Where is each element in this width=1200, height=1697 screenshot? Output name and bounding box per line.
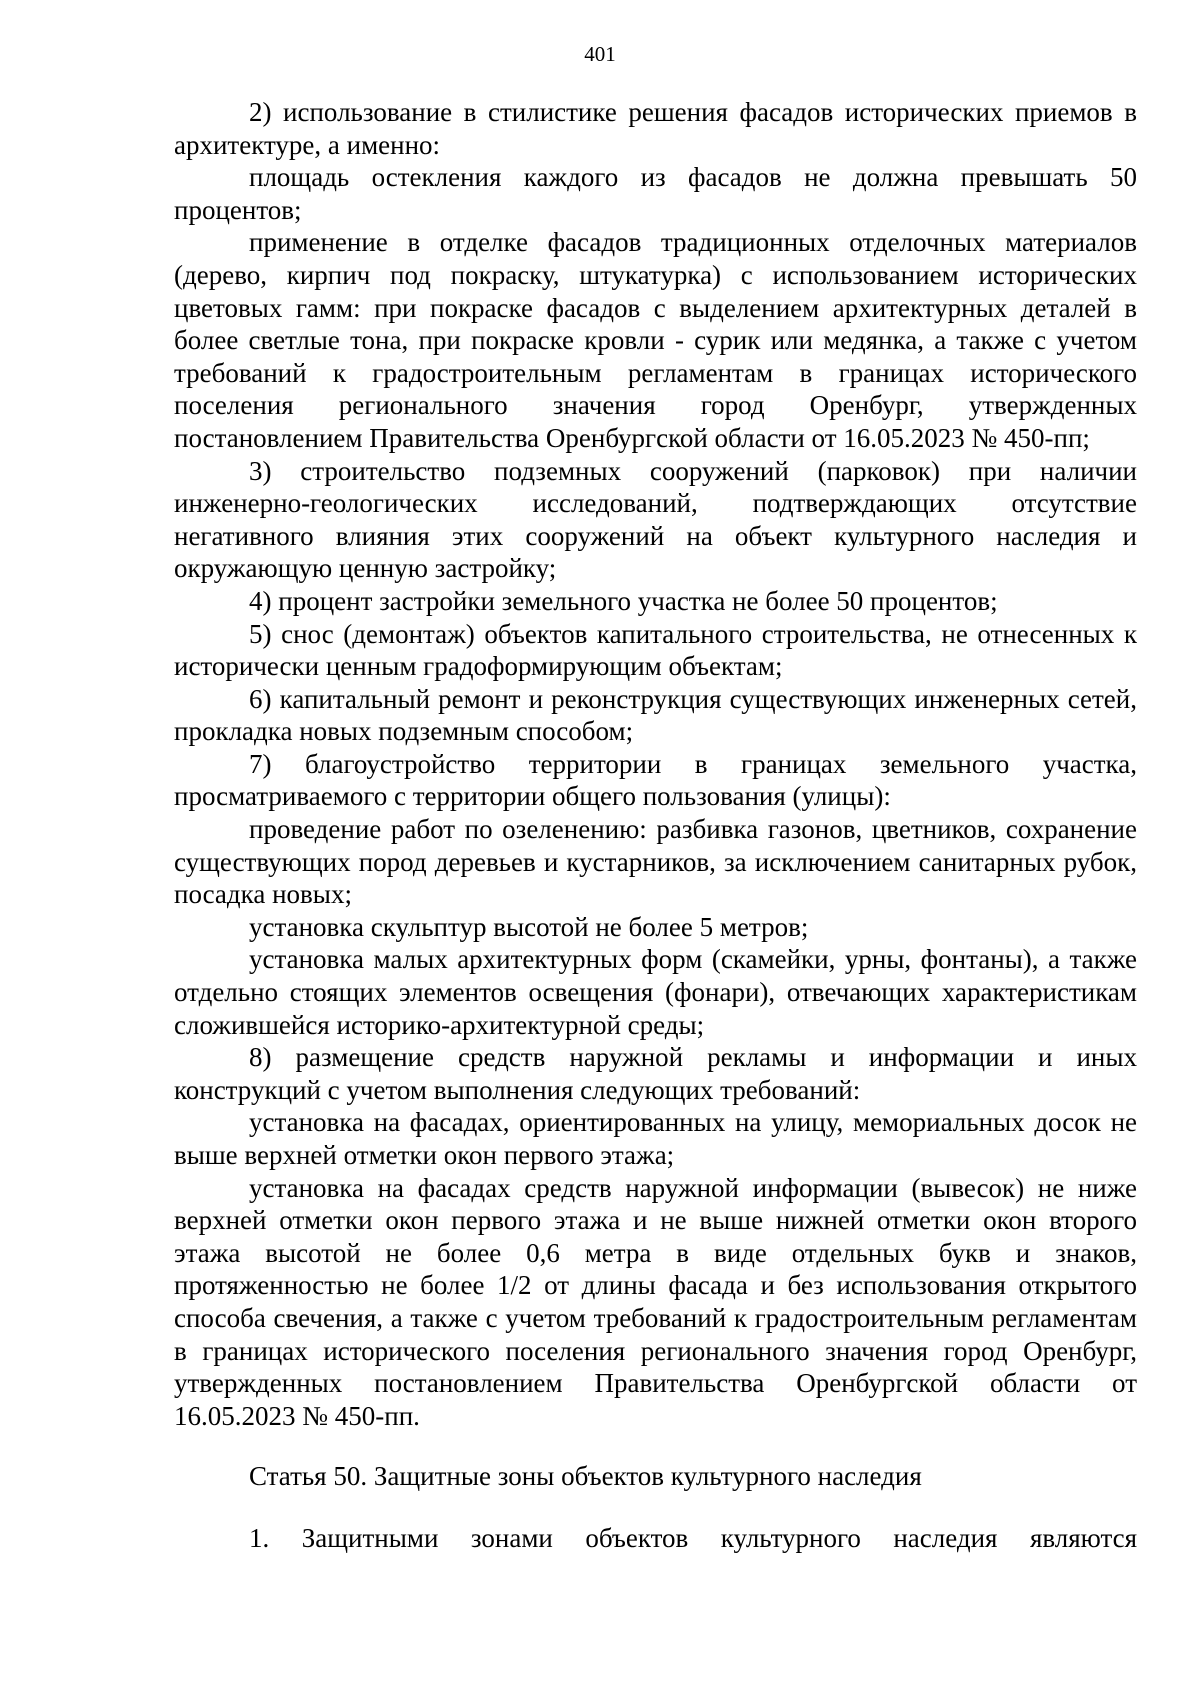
paragraph-item-8: 8) размещение средств наружной рекламы и информации и иных конструкций с учетом выполнения следующих требований: [174,1042,1137,1105]
page-number: 401 [584,42,616,66]
paragraph-signage: установка на фасадах средств наружной информации (вывесок) не ниже верхней отметки окон первого этажа и не выше нижней отметки окон второго этажа высотой не более 0,6 метра в виде отдельных букв и знаков, протяженностью не более 1/2 от длины фасада и без использования открытого способа свечения, а также с учетом требований к градостроительным регламентам в границах исторического поселения регионального значения город Оренбург, утвержденных постановлением Правительства Оренбургской области от 16.05.2023 № 450-пп. [174,1172,1137,1431]
paragraph-article-50-item-1: 1. Защитными зонами объектов культурного наследия являются [249,1522,1137,1553]
paragraph-item-3: 3) строительство подземных сооружений (парковок) при наличии инженерно-геологических исследований, подтверждающих отсутствие негативного влияния этих сооружений на объект культурного наследия и окружающую ценную застройку; [174,455,1137,584]
paragraph-memorial-plaques: установка на фасадах, ориентированных на улицу, мемориальных досок не выше верхней отметки окон первого этажа; [174,1107,1137,1170]
paragraph-item-6: 6) капитальный ремонт и реконструкция существующих инженерных сетей, прокладка новых подземным способом; [174,683,1137,747]
paragraph-landscaping: проведение работ по озеленению: разбивка газонов, цветников, сохранение существующих пород деревьев и кустарников, за исключением санитарных рубок, посадка новых; [174,814,1137,910]
paragraph-item-7: 7) благоустройство территории в границах земельного участка, просматриваемого с территории общего пользования (улицы): [174,748,1137,812]
paragraph-item-4: 4) процент застройки земельного участка не более 50 процентов; [249,585,998,616]
article-title: Статья 50. Защитные зоны объектов культурного наследия [249,1461,922,1492]
paragraph-glazing-area: площадь остекления каждого из фасадов не должна превышать 50 процентов; [174,162,1137,225]
document-body [174,96,1137,1555]
paragraph-sculptures: установка скульптур высотой не более 5 метров; [249,911,809,942]
paragraph-small-forms: установка малых архитектурных форм (скамейки, урны, фонтаны), а также отдельно стоящих элементов освещения (фонари), отвечающих характеристикам сложившейся историко-архитектурной среды; [174,944,1137,1040]
paragraph-item-5: 5) снос (демонтаж) объектов капитального строительства, не отнесенных к исторически ценным градоформирующим объектам; [174,618,1137,682]
paragraph-item-2: 2) использование в стилистике решения фасадов исторических приемов в архитектуре, а именно: [174,97,1137,160]
paragraph-finishing-materials: применение в отделке фасадов традиционных отделочных материалов (дерево, кирпич под покраску, штукатурка) с использованием исторических цветовых гамм: при покраске фасадов с выделением архитектурных деталей в более светлые тона, при покраске кровли - сурик или медянка, а также с учетом требований к градостроительным регламентам в границах исторического поселения регионального значения город Оренбург, утвержденных постановлением Правительства Оренбургской области от 16.05.2023 № 450-пп; [174,227,1137,453]
